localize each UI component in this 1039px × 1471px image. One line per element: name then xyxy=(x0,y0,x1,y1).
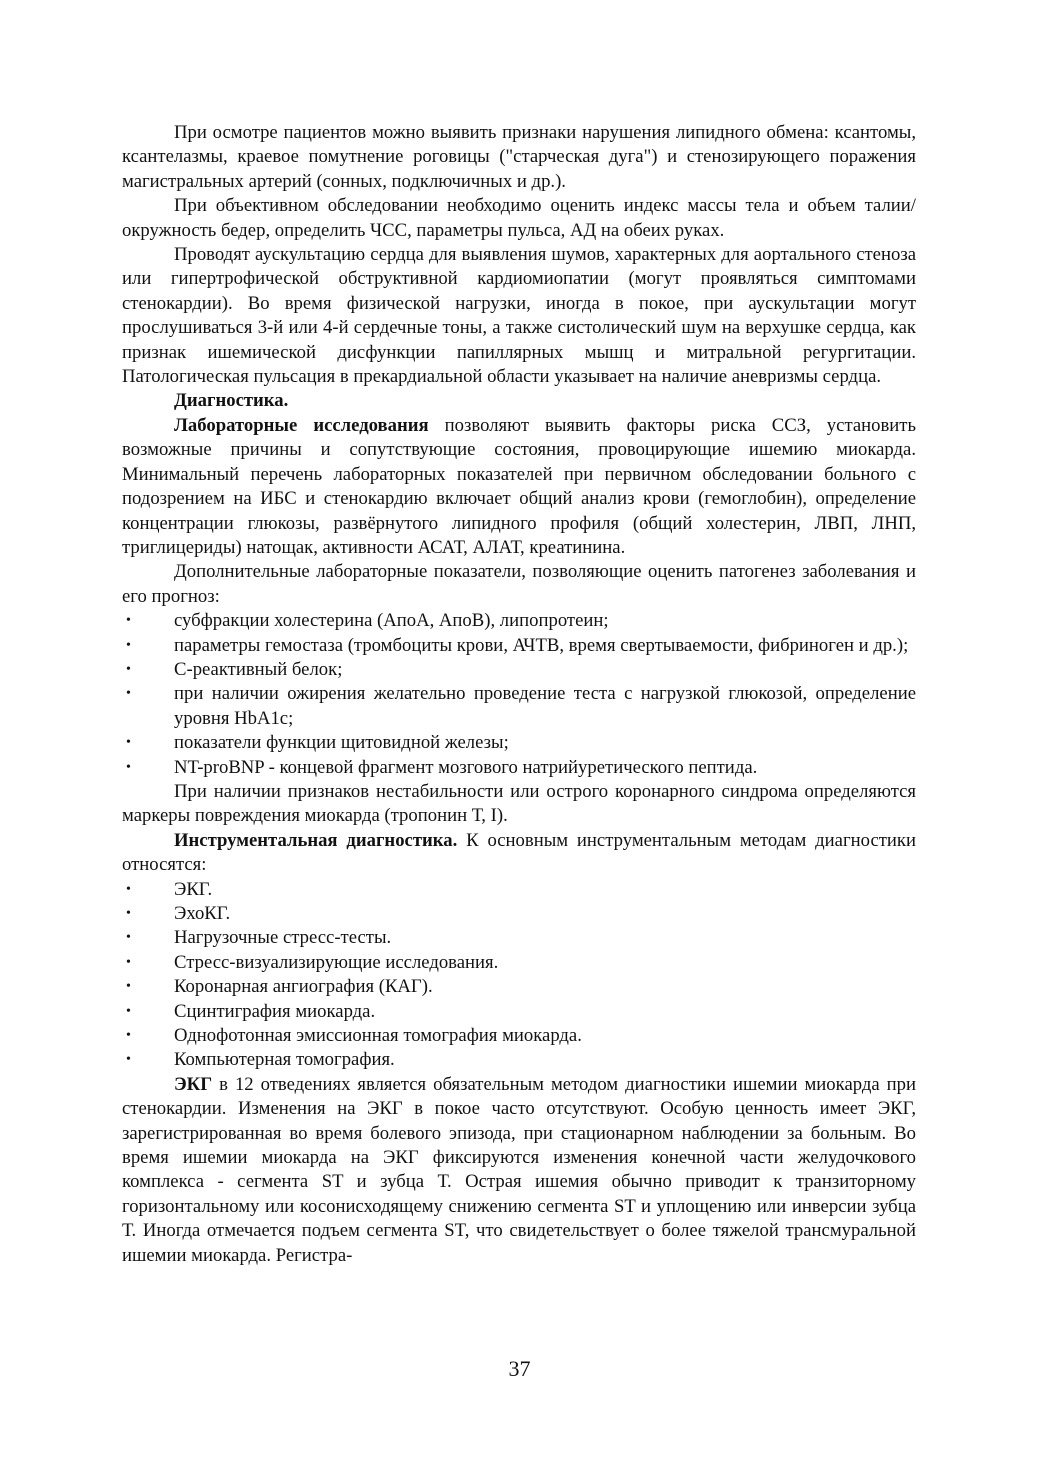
list-item: • показатели функции щитовидной железы; xyxy=(122,731,916,755)
bullet-icon: • xyxy=(126,954,131,970)
list-item: • Сцинтиграфия миокарда. xyxy=(122,1000,916,1024)
bullet-icon: • xyxy=(126,1003,131,1019)
instrumental-methods-list xyxy=(122,878,916,1073)
heading-diagnostics: Диагностика. xyxy=(174,390,289,412)
list-item: • Однофотонная эмиссионная томография миокарда. xyxy=(122,1024,916,1048)
lab-tests-text: позволяют выявить факторы риска ССЗ, установить возможные причины и сопутствующие состояния, провоцирующие ишемию миокарда. Минимальный перечень лабораторных показателей при первичном обследовании больного с подозрением на ИБС и стенокардию включает общий анализ крови (гемоглобин), определение концентрации глюкозы, развёрнутого липидного профиля (общий холестерин, ЛВП, ЛНП, триглицериды) натощак, активности АСАТ, АЛАТ, креатинина. xyxy=(122,414,916,558)
list-item: • С-реактивный белок; xyxy=(122,658,916,682)
paragraph-instability: При наличии признаков нестабильности или острого коронарного синдрома определяются маркеры повреждения миокарда (тропонин Т, I). xyxy=(122,780,916,827)
bullet-icon: • xyxy=(126,735,131,751)
bullet-icon: • xyxy=(126,1028,131,1044)
additional-lab-list xyxy=(122,609,916,780)
list-item: • субфракции холестерина (АпоА, АпоВ), липопротеин; xyxy=(122,609,916,633)
bullet-icon: • xyxy=(126,906,131,921)
paragraph-auscultation: Проводят аускультацию сердца для выявления шумов, характерных для аортального стеноза или гипертрофической обструктивной кардиомиопатии (могут проявляться симптомами стенокардии). Во время физической нагрузки, иногда в покое, при аускультации могут прослушиваться 3-й или 4-й сердечные тоны, а также систолический шум на верхушке сердца, как признак ишемической дисфункции папиллярных мышц и митральной регургитации. Патологическая пульсация в прекардиальной области указывает на наличие аневризмы сердца. xyxy=(122,244,916,388)
list-item: • Нагрузочные стресс-тесты. xyxy=(122,926,916,950)
bullet-icon: • xyxy=(126,881,131,897)
paragraph-objective-exam: При объективном обследовании необходимо оценить индекс массы тела и объем талии/окружность бедер, определить ЧСС, параметры пульса, АД на обеих руках. xyxy=(122,195,916,241)
ekg-text: в 12 отведениях является обязательным методом диагностики ишемии миокарда при стенокардии. Изменения на ЭКГ в покое часто отсутствуют. Особую ценность имеет ЭКГ, зарегистрированная во время болевого эпизода, при стационарном наблюдении за больным. Во время ишемии миокарда на ЭКГ фиксируются изменения конечной части желудочкового комплекса - сегмента ST и зубца Т. Острая ишемия обычно приводит к транзиторному горизонтальному или косонисходящему снижению сегмента ST и уплощению или инверсии зубца Т. Иногда отмечается подъем сегмента ST, что свидетельствует о более тяжелой трансмуральной ишемии миокарда. Регистра- xyxy=(122,1073,916,1266)
list-item: • Стресс-визуализирующие исследования. xyxy=(122,951,916,975)
bullet-icon: • xyxy=(126,686,131,702)
lab-tests-term: Лабораторные исследования xyxy=(174,414,429,436)
list-item: • ЭхоКГ. xyxy=(122,902,916,926)
page-body xyxy=(122,121,916,1268)
ekg-term: ЭКГ xyxy=(174,1073,213,1095)
list-item: • параметры гемостаза (тромбоциты крови, АЧТВ, время свертываемости, фибриноген и др.); xyxy=(122,634,916,658)
paragraph-lipid-exam: При осмотре пациентов можно выявить признаки нарушения липидного обмена: ксантомы, ксантелазмы, краевое помутнение роговицы ("старческая дуга") и стенозирующего поражения магистральных артерий (сонных, подключичных и др.). xyxy=(122,122,916,192)
bullet-icon: • xyxy=(126,613,131,629)
bullet-icon: • xyxy=(126,979,131,995)
list-item: • Компьютерная томография. xyxy=(122,1048,916,1072)
list-item: • Коронарная ангиография (КАГ). xyxy=(122,975,916,999)
instrumental-term: Инструментальная диагностика. xyxy=(174,829,458,851)
bullet-icon: • xyxy=(126,661,131,677)
list-item: • NT-proBNP - концевой фрагмент мозгового натрийуретического пептида. xyxy=(122,756,916,780)
list-item: • ЭКГ. xyxy=(122,878,916,902)
list-item: • при наличии ожирения желательно проведение теста с нагрузкой глюкозой, определение уровня HbA1c; xyxy=(126,683,916,729)
paragraph-lab-tests xyxy=(122,414,916,560)
page-number: 37 xyxy=(508,1356,531,1381)
paragraph-instrumental xyxy=(122,829,916,878)
paragraph-additional-intro: Дополнительные лабораторные показатели, позволяющие оценить патогенез заболевания и его прогноз: xyxy=(122,561,916,607)
paragraph-ekg xyxy=(122,1073,916,1268)
bullet-icon: • xyxy=(126,637,131,653)
bullet-icon: • xyxy=(126,930,131,946)
bullet-icon: • xyxy=(126,1052,131,1068)
bullet-icon: • xyxy=(126,759,131,775)
instrumental-text: К основным инструментальным методам диагностики относятся: xyxy=(122,829,916,876)
